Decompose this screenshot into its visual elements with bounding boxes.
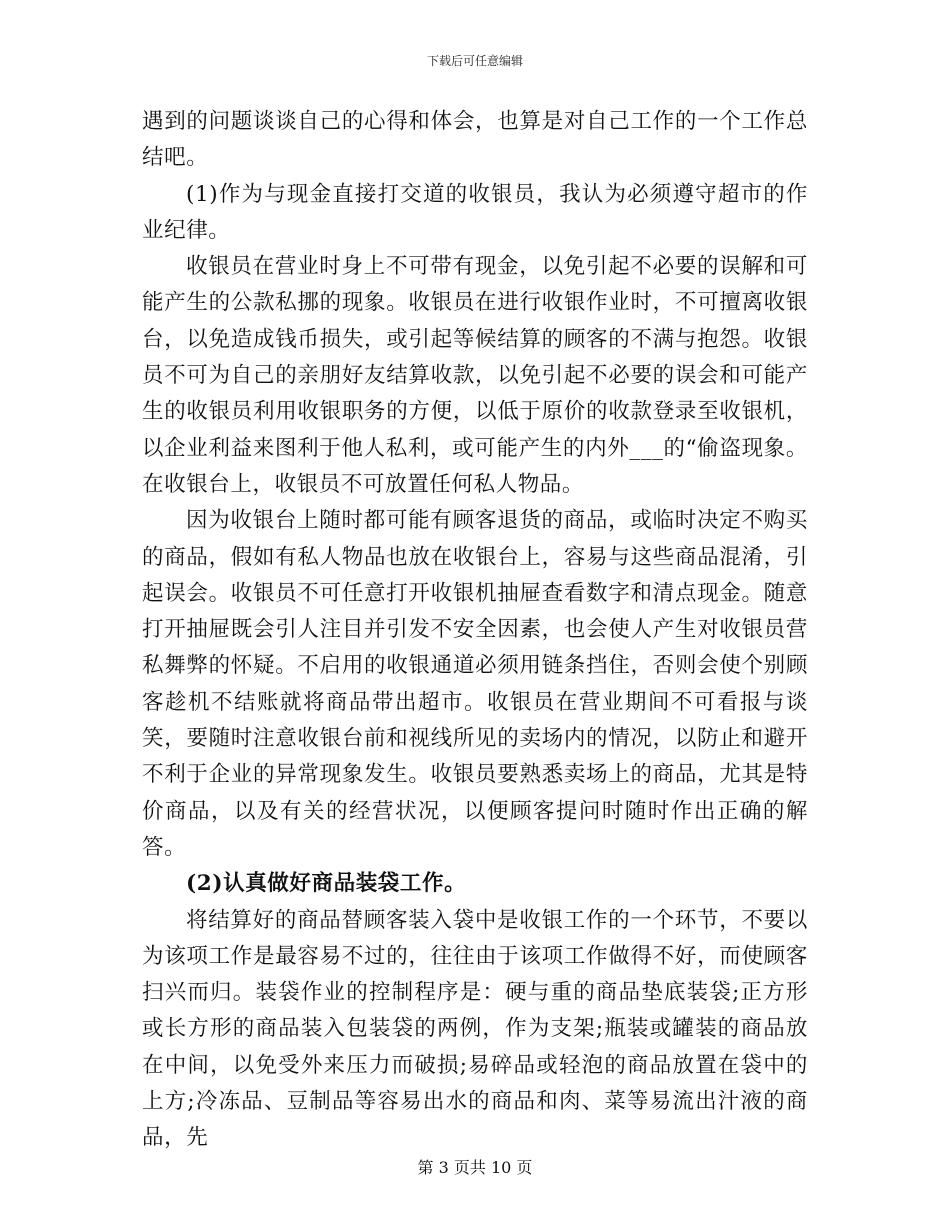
section-heading: (2)认真做好商品装袋工作。	[186, 871, 467, 897]
paragraph-5: 将结算好的商品替顾客装入袋中是收银工作的一个环节，不要以为该项工作是最容易不过的，往往由于该项工作做得不好，而使顾客扫兴而归。装袋作业的控制程序是：硬与重的商品垫底装袋;正方形或长方形的商品装入包装袋的两例，作为支架;瓶装或罐装的商品放在中间，以免受外来压力而破损;易碎品或轻泡的商品放置在袋中的上方;冷冻品、豆制品等容易出水的商品和肉、菜等易流出汁液的商品，先	[142, 907, 808, 1151]
paragraph-4: 因为收银台上随时都可能有顾客退货的商品，或临时决定不购买的商品，假如有私人物品也放在收银台上，容易与这些商品混淆，引起误会。收银员不可任意打开收银机抽屉查看数字和清点现金。随意打开抽屉既会引人注目并引发不安全因素，也会使人产生对收银员营私舞弊的怀疑。不启用的收银通道必须用链条挡住，否则会使个别顾客趁机不结账就将商品带出超市。收银员在营业期间不可看报与谈笑，要随时注意收银台前和视线所见的卖场内的情况，以防止和避开不利于企业的异常现象发生。收银员要熟悉卖场上的商品，尤其是特价商品，以及有关的经营状况，以便顾客提问时随时作出正确的解答。	[142, 508, 808, 860]
page-number: 第 3 页共 10 页	[417, 1158, 533, 1177]
page-header: 下载后可任意编辑	[426, 54, 523, 68]
paragraph-3: 收银员在营业时身上不可带有现金，以免引起不必要的误解和可能产生的公款私挪的现象。收银员在进行收银作业时，不可擅离收银台，以免造成钱币损失，或引起等候结算的顾客的不满与抱怨。收银员不可为自己的亲朋好友结算收款，以免引起不必要的误会和可能产生的收银员利用收银职务的方便，以低于原价的收款登录至收银机，以企业利益来图利于他人私利，或可能产生的内外___的“偷盗现象。在收银台上，收银员不可放置任何私人物品。	[142, 254, 808, 497]
paragraph-2: (1)作为与现金直接打交道的收银员，我认为必须遵守超市的作业纪律。	[142, 181, 808, 243]
document-body	[142, 104, 808, 1157]
paragraph-1: 遇到的问题谈谈自己的心得和体会，也算是对自己工作的一个工作总结吧。	[142, 109, 808, 171]
